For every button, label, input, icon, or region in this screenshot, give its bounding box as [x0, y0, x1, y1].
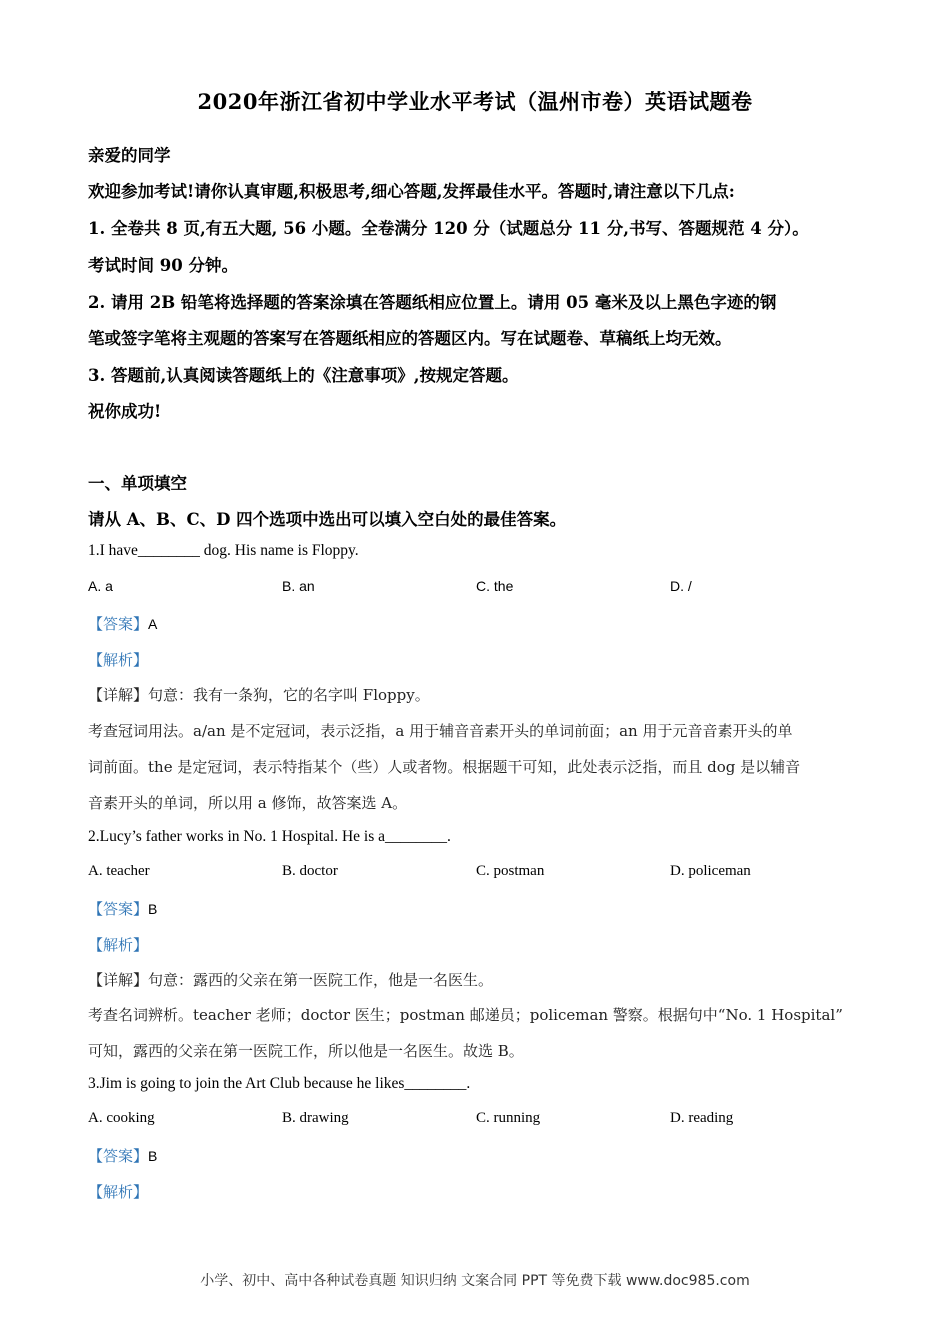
question-1-option-b: B. an	[282, 578, 315, 594]
question-3-answer	[88, 1145, 157, 1166]
question-1-analysis-tag: 【解析】	[88, 651, 149, 669]
question-3-option-c: C. running	[476, 1110, 541, 1126]
question-2-stem: 2.Lucy’s father works in No. 1 Hospital. He is a________.	[88, 828, 451, 845]
question-3-option-a: A. cooking	[88, 1110, 155, 1126]
question-1-explanation-line: 考查冠词用法。a/an 是不定冠词，表示泛指，a 用于辅音音素开头的单词前面；an 用于元音音素开头的单	[88, 722, 793, 740]
detail-text: 句意：露西的父亲在第一医院工作，他是一名医生。	[148, 971, 494, 989]
question-1-explanation-line: 词前面。the 是定冠词，表示特指某个（些）人或者物。根据题干可知，此处表示泛指，而且 dog 是以辅音	[88, 758, 801, 776]
question-3-analysis-tag: 【解析】	[88, 1183, 149, 1201]
answer-tag: 【答案】	[88, 900, 149, 918]
question-2-option-c: C. postman	[476, 863, 545, 879]
detail-text: 句意：我有一条狗，它的名字叫 Floppy。	[148, 686, 430, 704]
intro-note-2a: 2. 请用 2B 铅笔将选择题的答案涂填在答题纸相应位置上。请用 05 毫米及以上黑色字迹的钢	[88, 293, 777, 312]
answer-value: A	[148, 616, 158, 632]
intro-note-3: 3. 答题前,认真阅读答题纸上的《注意事项》,按规定答题。	[88, 366, 519, 385]
question-3-stem: 3.Jim is going to join the Art Club because he likes________.	[88, 1075, 471, 1092]
question-2-explanation-line: 考查名词辨析。teacher 老师；doctor 医生；postman 邮递员；policeman 警察。根据句中“No. 1 Hospital”	[88, 1006, 843, 1024]
intro-closing: 祝你成功!	[88, 402, 162, 421]
question-2-option-d: D. policeman	[670, 863, 751, 879]
question-1-answer	[88, 613, 157, 634]
section-heading: 一、单项填空	[88, 474, 187, 493]
detail-tag: 【详解】	[88, 971, 149, 989]
answer-value: B	[148, 901, 158, 917]
question-2-option-a: A. teacher	[88, 863, 150, 879]
question-3-option-b: B. drawing	[282, 1110, 349, 1126]
intro-note-2b: 笔或签字笔将主观题的答案写在答题纸相应的答题区内。写在试题卷、草稿纸上均无效。	[88, 329, 732, 348]
page-title: 2020年浙江省初中学业水平考试（温州市卷）英语试题卷	[197, 89, 753, 114]
intro-greeting: 亲爱的同学	[88, 146, 171, 165]
question-1-detail	[88, 684, 430, 705]
detail-tag: 【详解】	[88, 686, 149, 704]
question-3-option-d: D. reading	[670, 1110, 734, 1126]
question-1-explanation-line: 音素开头的单词，所以用 a 修饰，故答案选 A。	[88, 794, 408, 812]
intro-welcome: 欢迎参加考试!请你认真审题,积极思考,细心答题,发挥最佳水平。答题时,请注意以下几点:	[88, 182, 735, 201]
question-2-analysis-tag: 【解析】	[88, 936, 149, 954]
page-footer: 小学、初中、高中各种试卷真题 知识归纳 文案合同 PPT 等免费下载 www.doc985.com	[200, 1273, 750, 1289]
question-1-option-a: A. a	[88, 578, 113, 594]
question-2-detail	[88, 969, 493, 990]
question-2-explanation-line: 可知，露西的父亲在第一医院工作，所以他是一名医生。故选 B。	[88, 1042, 524, 1060]
answer-value: B	[148, 1148, 158, 1164]
question-1-option-c: C. the	[476, 578, 514, 594]
answer-tag: 【答案】	[88, 1147, 149, 1165]
intro-note-1a: 1. 全卷共 8 页,有五大题, 56 小题。全卷满分 120 分（试题总分 11 分,书写、答题规范 4 分）。	[88, 219, 809, 238]
intro-note-1b: 考试时间 90 分钟。	[88, 256, 238, 275]
question-2-answer	[88, 898, 157, 919]
section-instruction: 请从 A、B、C、D 四个选项中选出可以填入空白处的最佳答案。	[88, 510, 567, 529]
question-1-option-d: D. /	[670, 578, 692, 594]
answer-tag: 【答案】	[88, 615, 149, 633]
question-1-stem: 1.I have________ dog. His name is Floppy.	[88, 542, 359, 559]
question-2-option-b: B. doctor	[282, 863, 338, 879]
